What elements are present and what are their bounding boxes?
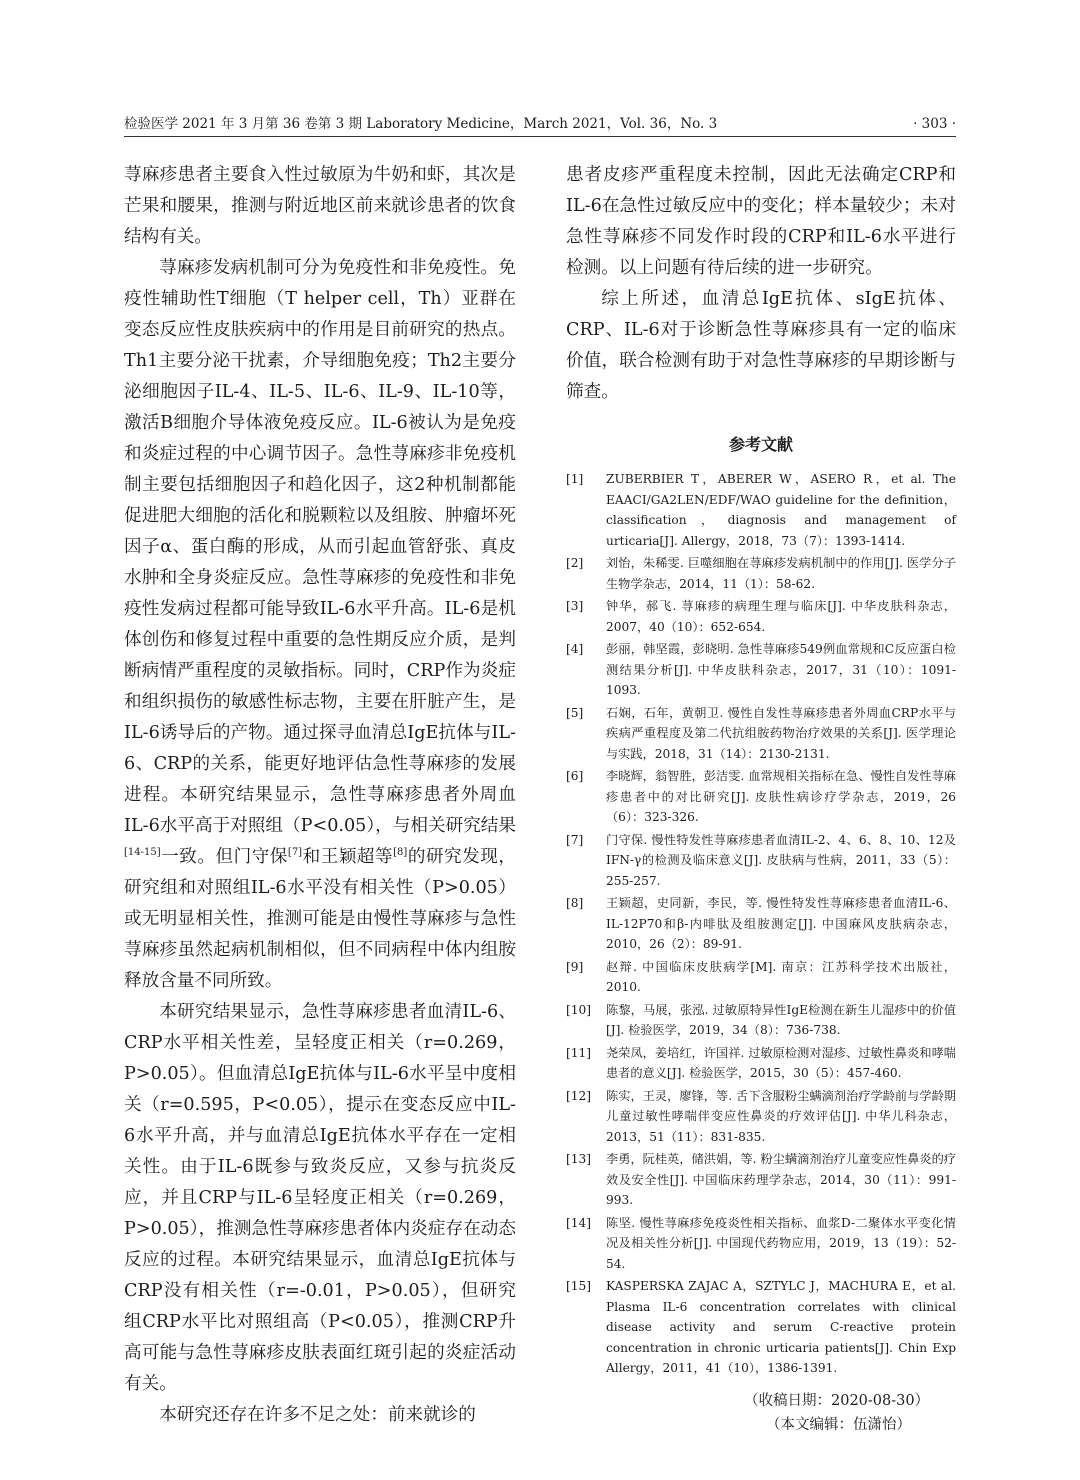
body-paragraph: 综上所述，血清总IgE抗体、sIgE抗体、CRP、IL-6对于诊断急性荨麻疹具有一定的临床价值，联合检测有助于对急性荨麻疹的早期诊断与筛查。 [566,289,956,402]
reference-number: [13] [566,1152,592,1166]
editor-note: （本文编辑：伍潇怡） [766,1416,911,1433]
reference-number: [11] [566,1045,592,1060]
article-footer [566,1389,956,1437]
reference-text: 门守保. 慢性特发性荨麻疹患者血清IL-2、4、6、8、10、12及IFN-γ的检测及临床意义[J]. 皮肤病与性病，2011，33（5）：255-257. [606,832,956,888]
reference-item [566,1213,956,1275]
reference-number: [14] [566,1215,592,1230]
citation[interactable]: [8] [393,847,408,859]
reference-text: ZUBERBIER T，ABERER W，ASERO R，et al. The EAACI/GA2LEN/EDF/WAO guideline for the definition，classification，diagnosis and management of urticaria[J]. Allergy，2018，73（7）：1393-1414. [606,472,956,548]
reference-item [566,830,956,892]
reference-number: [1] [566,472,584,486]
reference-text: 陈黎，马展，张泓. 过敏原特异性IgE检测在新生儿湿疹中的价值[J]. 检验医学，2019，34（8）：736-738. [606,1002,956,1037]
body-paragraph: 患者皮疹严重程度未控制，因此无法确定CRP和IL-6在急性过敏反应中的变化；样本量较少；未对急性荨麻疹不同发作时段的CRP和IL-6水平进行检测。以上问题有待后续的进一步研究。 [566,165,956,278]
reference-item [566,1276,956,1379]
reference-item [566,766,956,828]
reference-number: [8] [566,896,584,910]
reference-number: [4] [566,642,584,656]
reference-text: 彭丽，韩坚霞，彭晓明. 急性荨麻疹549例血常规和C反应蛋白检测结果分析[J]. 中华皮肤科杂志，2017，31（10）：1091-1093. [606,642,956,697]
reference-number: [5] [566,705,584,720]
reference-item [566,469,956,551]
citation[interactable]: [14-15] [124,847,161,859]
reference-number: [15] [566,1279,592,1293]
reference-text: 王颖超，史同新，李民，等. 慢性特发性荨麻疹患者血清IL-6、IL-12P70和β-内啡肽及组胺测定[J]. 中国麻风皮肤病杂志，2010，26（2）：89-91. [606,896,956,951]
reference-text: KASPERSKA ZAJAC A，SZTYLC J，MACHURA E，et al. Plasma IL-6 concentration correlates with clinical disease activity and serum C-reactive protein concentration in chronic urticaria patients[J]. Chin Exp Allergy，2011，41（10），1386-1391. [606,1279,956,1375]
reference-text: 刘怡，朱稀雯. 巨噬细胞在荨麻疹发病机制中的作用[J]. 医学分子生物学杂志，2014，11（1）：58-62. [606,556,956,591]
reference-item [566,1000,956,1041]
running-header [124,112,956,137]
reference-item [566,703,956,765]
reference-number: [12] [566,1088,592,1103]
references-title: 参考文献 [728,435,793,454]
paragraph-text: 的研究发现，研究组和对照组IL-6水平没有相关性（P>0.05）或无明显相关性，推测可能是由慢性荨麻疹与急性荨麻疹虽然起病机制相似，但不同病程中体内组胺释放含量不同所致。 [124,847,516,991]
reference-item [566,1149,956,1211]
body-paragraph: 本研究结果显示，急性荨麻疹患者血清IL-6、CRP水平相关性差，呈轻度正相关（r=0.269，P>0.05）。但血清总IgE抗体与IL-6水平呈中度相关（r=0.595，P<0.05），提示在变态反应中IL-6水平升高，并与血清总IgE抗体水平存在一定相关性。由于IL-6既参与致炎反应，又参与抗炎反应，并且CRP与IL-6呈轻度正相关（r=0.269，P>0.05），推测急性荨麻疹患者体内炎症存在动态反应的过程。本研究结果显示，血清总IgE抗体与CRP没有相关性（r=-0.01，P>0.05），但研究组CRP水平比对照组高（P<0.05），推测CRP升高可能与急性荨麻疹皮肤表面红斑引起的炎症活动有关。 [124,1002,516,1394]
reference-number: [6] [566,769,584,783]
paragraph-text: 一致。但门守保 [160,847,288,867]
reference-number: [9] [566,959,584,974]
running-title: 检验医学 2021 年 3 月第 36 卷第 3 期 Laboratory Medicine，March 2021，Vol. 36，No. 3 [124,116,718,132]
body-paragraph: 本研究还存在许多不足之处：前来就诊的 [159,1405,476,1425]
reference-text: 李勇，阮桂英，储洪娟，等. 粉尘螨滴剂治疗儿童变应性鼻炎的疗效及安全性[J]. 中国临床药理学杂志，2014，30（11）：991-993. [606,1152,956,1207]
body-paragraph [124,253,516,997]
paragraph-text: 和王颖超等 [302,847,394,867]
reference-item [566,553,956,594]
reference-text: 赵辩. 中国临床皮肤病学[M]. 南京：江苏科学技术出版社，2010. [606,959,956,994]
page-number: · 303 · [913,116,956,132]
reference-text: 李晓辉，翁智胜，彭洁雯. 血常规相关指标在急、慢性自发性荨麻疹患者中的对比研究[J]. 皮肤性病诊疗学杂志，2019，26（6）：323-326. [606,769,956,824]
reference-number: [3] [566,599,584,613]
reference-text: 石娴，石年，黄朝卫. 慢性自发性荨麻疹患者外周血CRP水平与疾病严重程度及第二代抗组胺药物治疗效果的关系[J]. 医学理论与实践，2018，31（14）：2130-2131. [606,705,956,761]
right-column [566,160,956,1437]
reference-number: [10] [566,1002,592,1017]
reference-number: [7] [566,832,584,847]
paragraph-text: 荨麻疹发病机制可分为免疫性和非免疫性。免疫性辅助性T细胞（T helper cell，Th）亚群在变态反应性皮肤疾病中的作用是目前研究的热点。Th1主要分泌干扰素，介导细胞免疫；Th2主要分泌细胞因子IL-4、IL-5、IL-6、IL-9、IL-10等，激活B细胞介导体液免疫反应。IL-6被认为是免疫和炎症过程的中心调节因子。急性荨麻疹非免疫机制主要包括细胞因子和趋化因子，这2种机制都能促进肥大细胞的活化和脱颗粒以及组胺、肿瘤坏死因子α、蛋白酶的形成，从而引起血管舒张、真皮水肿和全身炎症反应。急性荨麻疹的免疫性和非免疫性发病过程都可能导致IL-6水平升高。IL-6是机体创伤和修复过程中重要的急性期反应介质，是判断病情严重程度的灵敏指标。同时，CRP作为炎症和组织损伤的敏感性标志物，主要在肝脏产生，是IL-6诱导后的产物。通过探寻血清总IgE抗体与IL-6、CRP的关系，能更好地评估急性荨麻疹的发展进程。本研究结果显示，急性荨麻疹患者外周血IL-6水平高于对照组（P<0.05），与相关研究结果 [124,258,516,836]
reference-list [566,469,956,1379]
reference-item [566,893,956,955]
reference-text: 陈实，王灵，廖锋，等. 舌下含服粉尘螨滴剂治疗学龄前与学龄期儿童过敏性哮喘伴变应性鼻炎的疗效评估[J]. 中华儿科杂志，2013，51（11）：831-835. [606,1088,956,1144]
reference-item [566,1043,956,1084]
reference-item [566,639,956,701]
left-column [124,160,516,1431]
reference-text: 钟华，郝飞. 荨麻疹的病理生理与临床[J]. 中华皮肤科杂志，2007，40（10）：652-654. [606,599,956,634]
reference-text: 尧荣凤，姜培红，许国祥. 过敏原检测对湿疹、过敏性鼻炎和哮喘患者的意义[J]. 检验医学，2015，30（5）：457-460. [606,1045,956,1080]
reference-item [566,596,956,637]
reference-item [566,1086,956,1148]
received-date: （收稿日期：2020-08-30） [744,1392,930,1409]
citation[interactable]: [7] [287,847,303,859]
reference-item [566,957,956,998]
reference-number: [2] [566,556,584,570]
body-paragraph: 荨麻疹患者主要食入性过敏原为牛奶和虾，其次是芒果和腰果，推测与附近地区前来就诊患者的饮食结构有关。 [124,165,516,247]
reference-text: 陈坚. 慢性荨麻疹免疫炎性相关指标、血浆D-二聚体水平变化情况及相关性分析[J]. 中国现代药物应用，2019，13（19）：52-54. [606,1215,956,1271]
